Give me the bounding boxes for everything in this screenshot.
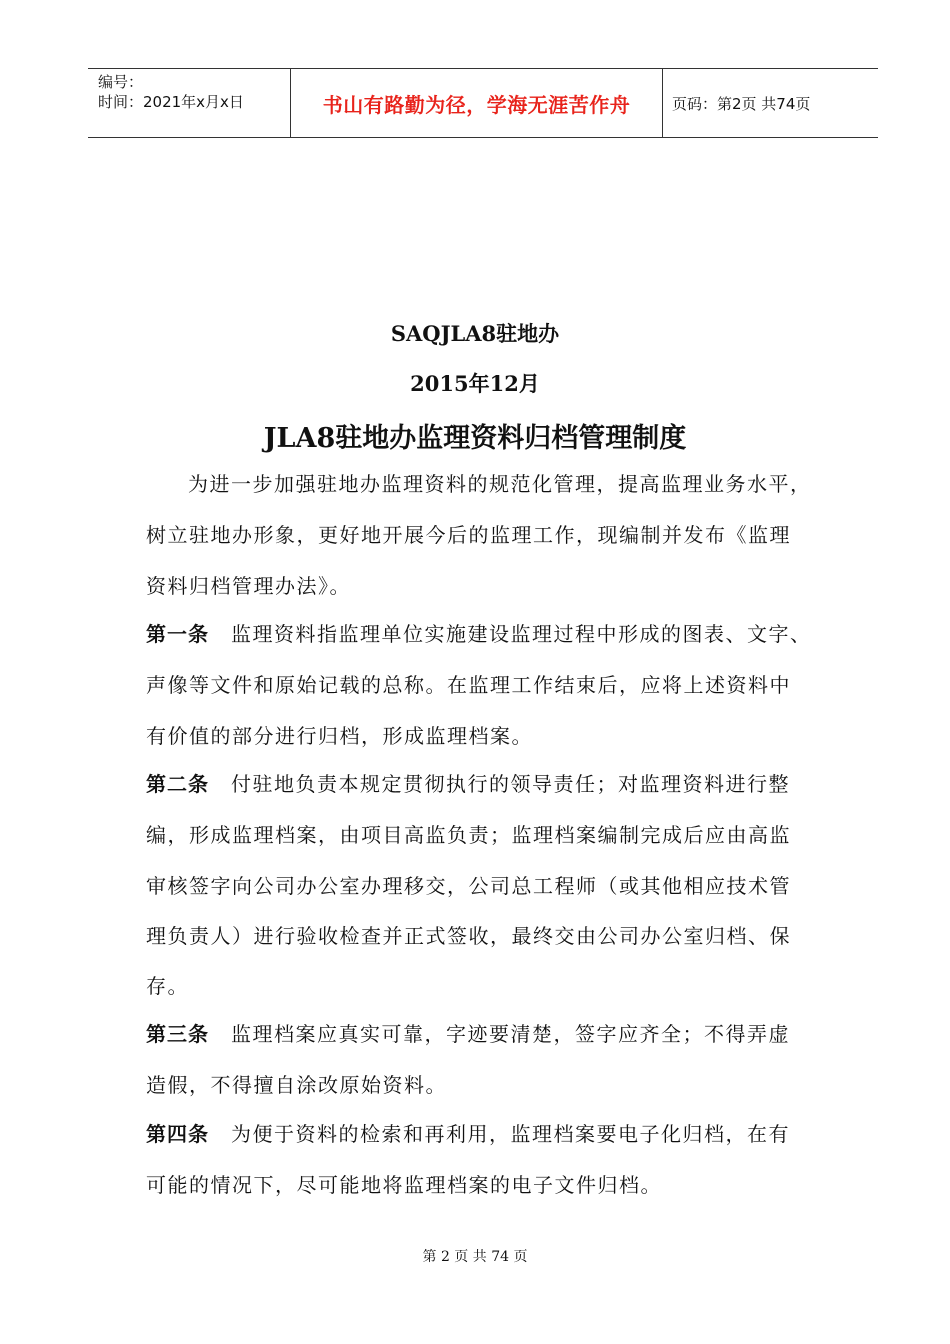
article-line: 造假，不得擅自涂改原始资料。 bbox=[146, 1073, 447, 1097]
header-meta bbox=[88, 69, 290, 137]
header-time: 时间：2021年x月x日 bbox=[98, 93, 244, 111]
document-title: JLA8驻地办监理资料归档管理制度 bbox=[263, 423, 687, 454]
article-line: 有价值的部分进行归档，形成监理档案。 bbox=[146, 724, 533, 748]
intro-line: 资料归档管理办法》。 bbox=[146, 574, 351, 598]
article-text: 付驻地负责本规定贯彻执行的领导责任；对监理资料进行整 bbox=[231, 772, 790, 796]
header-number: 编号： bbox=[98, 73, 144, 91]
article-text: 监理资料指监理单位实施建设监理过程中形成的图表、文字、 bbox=[231, 622, 812, 646]
article-line: 存。 bbox=[146, 974, 189, 998]
article-line: 编，形成监理档案，由项目高监负责；监理档案编制完成后应由高监 bbox=[146, 823, 791, 847]
article-label: 第二条 bbox=[146, 772, 209, 796]
intro-line: 树立驻地办形象，更好地开展今后的监理工作，现编制并发布《监理 bbox=[146, 523, 791, 547]
article-first-line bbox=[146, 618, 812, 647]
article-text: 监理档案应真实可靠，字迹要清楚，签字应齐全；不得弄虚 bbox=[231, 1022, 790, 1046]
article-label: 第三条 bbox=[146, 1022, 209, 1046]
article-line: 声像等文件和原始记载的总称。在监理工作结束后，应将上述资料中 bbox=[146, 673, 791, 697]
article-first-line bbox=[146, 1018, 790, 1047]
intro-line: 为进一步加强驻地办监理资料的规范化管理，提高监理业务水平， bbox=[188, 472, 812, 496]
article-line: 审核签字向公司办公室办理移交，公司总工程师（或其他相应技术管 bbox=[146, 874, 791, 898]
header-page-info: 页码：第2页 共74页 bbox=[672, 94, 811, 113]
article-line: 理负责人）进行验收检查并正式签收，最终交由公司办公室归档、保 bbox=[146, 924, 791, 948]
article-label: 第四条 bbox=[146, 1122, 209, 1146]
page-footer: 第 2 页 共 74 页 bbox=[422, 1249, 528, 1265]
article-text: 为便于资料的检索和再利用，监理档案要电子化归档，在有 bbox=[231, 1122, 790, 1146]
page-header bbox=[88, 68, 878, 138]
article-line: 可能的情况下，尽可能地将监理档案的电子文件归档。 bbox=[146, 1173, 662, 1197]
article-label: 第一条 bbox=[146, 622, 209, 646]
organization-name: SAQJLA8驻地办 bbox=[390, 321, 560, 346]
article-first-line bbox=[146, 768, 790, 797]
header-page-cell bbox=[663, 69, 878, 137]
document-date: 2015年12月 bbox=[410, 371, 540, 396]
header-motto-cell bbox=[290, 69, 663, 137]
header-motto: 书山有路勤为径，学海无涯苦作舟 bbox=[322, 92, 631, 117]
article-first-line bbox=[146, 1118, 790, 1147]
